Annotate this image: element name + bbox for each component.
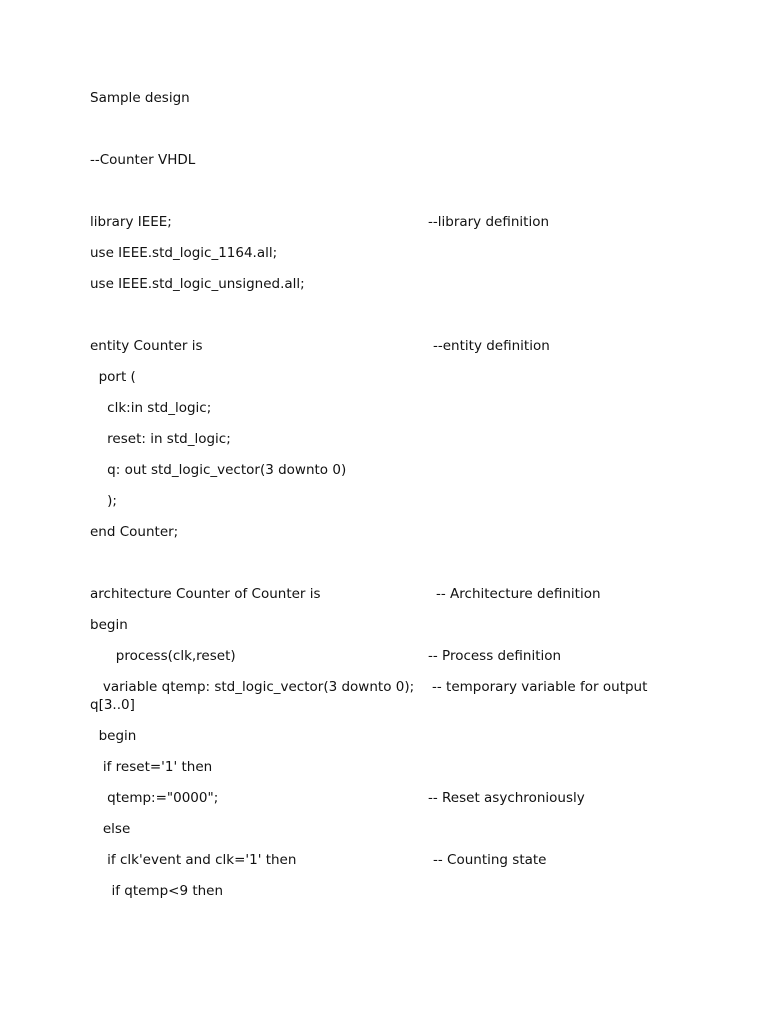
code-comment: -- Reset asychroniously <box>428 790 585 806</box>
code-line: library IEEE; <box>90 214 172 230</box>
code-comment: --library definition <box>428 214 550 230</box>
code-line: variable qtemp: std_logic_vector(3 downto 0); <box>90 679 415 695</box>
code-comment: -- Counting state <box>433 852 547 868</box>
document-subheading: --Counter VHDL <box>90 152 196 168</box>
code-comment: -- Process definition <box>428 648 562 664</box>
code-line: architecture Counter of Counter is <box>90 586 321 602</box>
code-line: use IEEE.std_logic_unsigned.all; <box>90 276 305 292</box>
code-line: reset: in std_logic; <box>90 431 231 447</box>
code-line: if qtemp<9 then <box>90 883 224 899</box>
code-line: clk:in std_logic; <box>90 400 212 416</box>
code-line: end Counter; <box>90 524 179 540</box>
code-line: entity Counter is <box>90 338 203 354</box>
code-line: q: out std_logic_vector(3 downto 0) <box>90 462 347 478</box>
code-line: port ( <box>90 369 136 385</box>
code-line: use IEEE.std_logic_1164.all; <box>90 245 278 261</box>
code-comment: -- temporary variable for output <box>432 679 648 695</box>
code-line: if clk'event and clk='1' then <box>90 852 297 868</box>
code-line: qtemp:="0000"; <box>90 790 219 806</box>
code-line: ); <box>90 493 117 509</box>
code-line: if reset='1' then <box>90 759 213 775</box>
code-line: begin <box>90 617 128 633</box>
code-comment: --entity definition <box>433 338 550 354</box>
document-heading: Sample design <box>90 90 190 106</box>
code-line: begin <box>90 728 137 744</box>
code-line: process(clk,reset) <box>90 648 236 664</box>
code-line: else <box>90 821 131 837</box>
code-line: q[3..0] <box>90 697 135 713</box>
code-comment: -- Architecture definition <box>436 586 601 602</box>
